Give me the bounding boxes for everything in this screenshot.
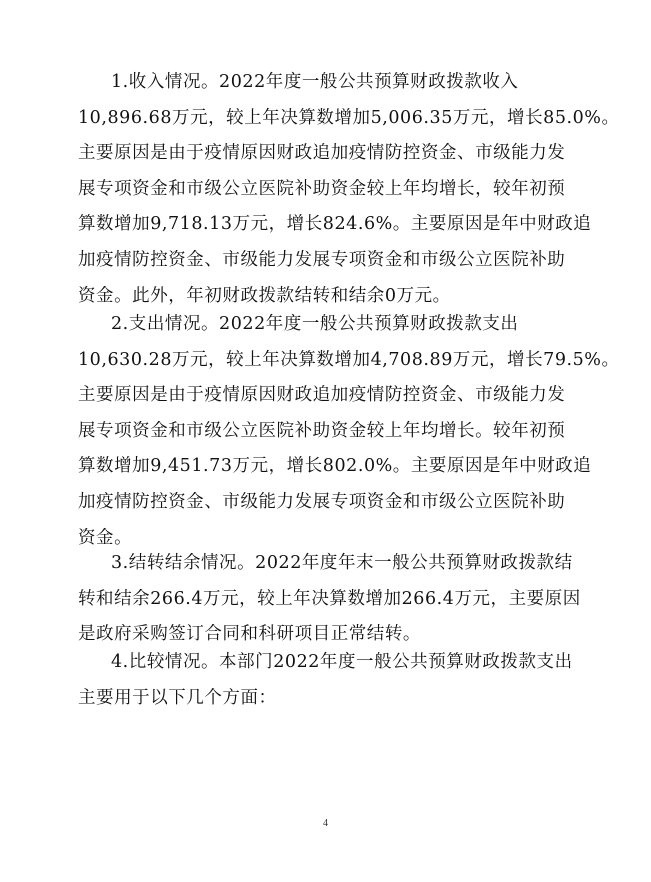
text-line: 是政府采购签订合同和科研项目正常结转。 — [78, 624, 421, 645]
text-line: 10,896.68万元，较上年决算数增加5,006.35万元，增长85.0%。 — [78, 107, 620, 128]
text-line: 算数增加9,451.73万元，增长802.0%。主要原因是年中财政追 — [78, 456, 592, 477]
text-line: 展专项资金和市级公立医院补助资金较上年均增长，较年初预 — [78, 178, 566, 199]
paragraph-income — [78, 65, 620, 314]
text-line: 转和结余266.4万元，较上年决算数增加266.4万元，主要原因 — [78, 588, 581, 609]
text-line: 10,630.28万元，较上年决算数增加4,708.89万元，增长79.5%。 — [78, 349, 620, 370]
paragraph-expenditure — [78, 307, 620, 556]
text-line: 3.结转结余情况。2022年度年末一般公共预算财政拨款结 — [111, 553, 573, 573]
paragraph-comparison — [78, 645, 598, 716]
text-line: 1.收入情况。2022年度一般公共预算财政拨款收入 — [111, 72, 519, 92]
text-line: 资金。 — [78, 527, 133, 548]
text-line: 资金。此外，年初财政拨款结转和结余0万元。 — [78, 285, 451, 306]
text-line: 算数增加9,718.13万元，增长824.6%。主要原因是年中财政追 — [78, 214, 592, 235]
text-line: 2.支出情况。2022年度一般公共预算财政拨款支出 — [111, 314, 519, 334]
text-line: 主要原因是由于疫情原因财政追加疫情防控资金、市级能力发 — [78, 143, 566, 164]
page-number: 4 — [323, 818, 328, 829]
text-line: 主要原因是由于疫情原因财政追加疫情防控资金、市级能力发 — [78, 385, 566, 406]
text-line: 加疫情防控资金、市级能力发展专项资金和市级公立医院补助 — [78, 249, 566, 270]
paragraph-carryover — [78, 546, 598, 653]
text-line: 展专项资金和市级公立医院补助资金较上年均增长。较年初预 — [78, 420, 566, 441]
text-line: 加疫情防控资金、市级能力发展专项资金和市级公立医院补助 — [78, 491, 566, 512]
text-line: 4.比较情况。本部门2022年度一般公共预算财政拨款支出 — [111, 652, 573, 672]
text-line: 主要用于以下几个方面： — [78, 687, 277, 708]
